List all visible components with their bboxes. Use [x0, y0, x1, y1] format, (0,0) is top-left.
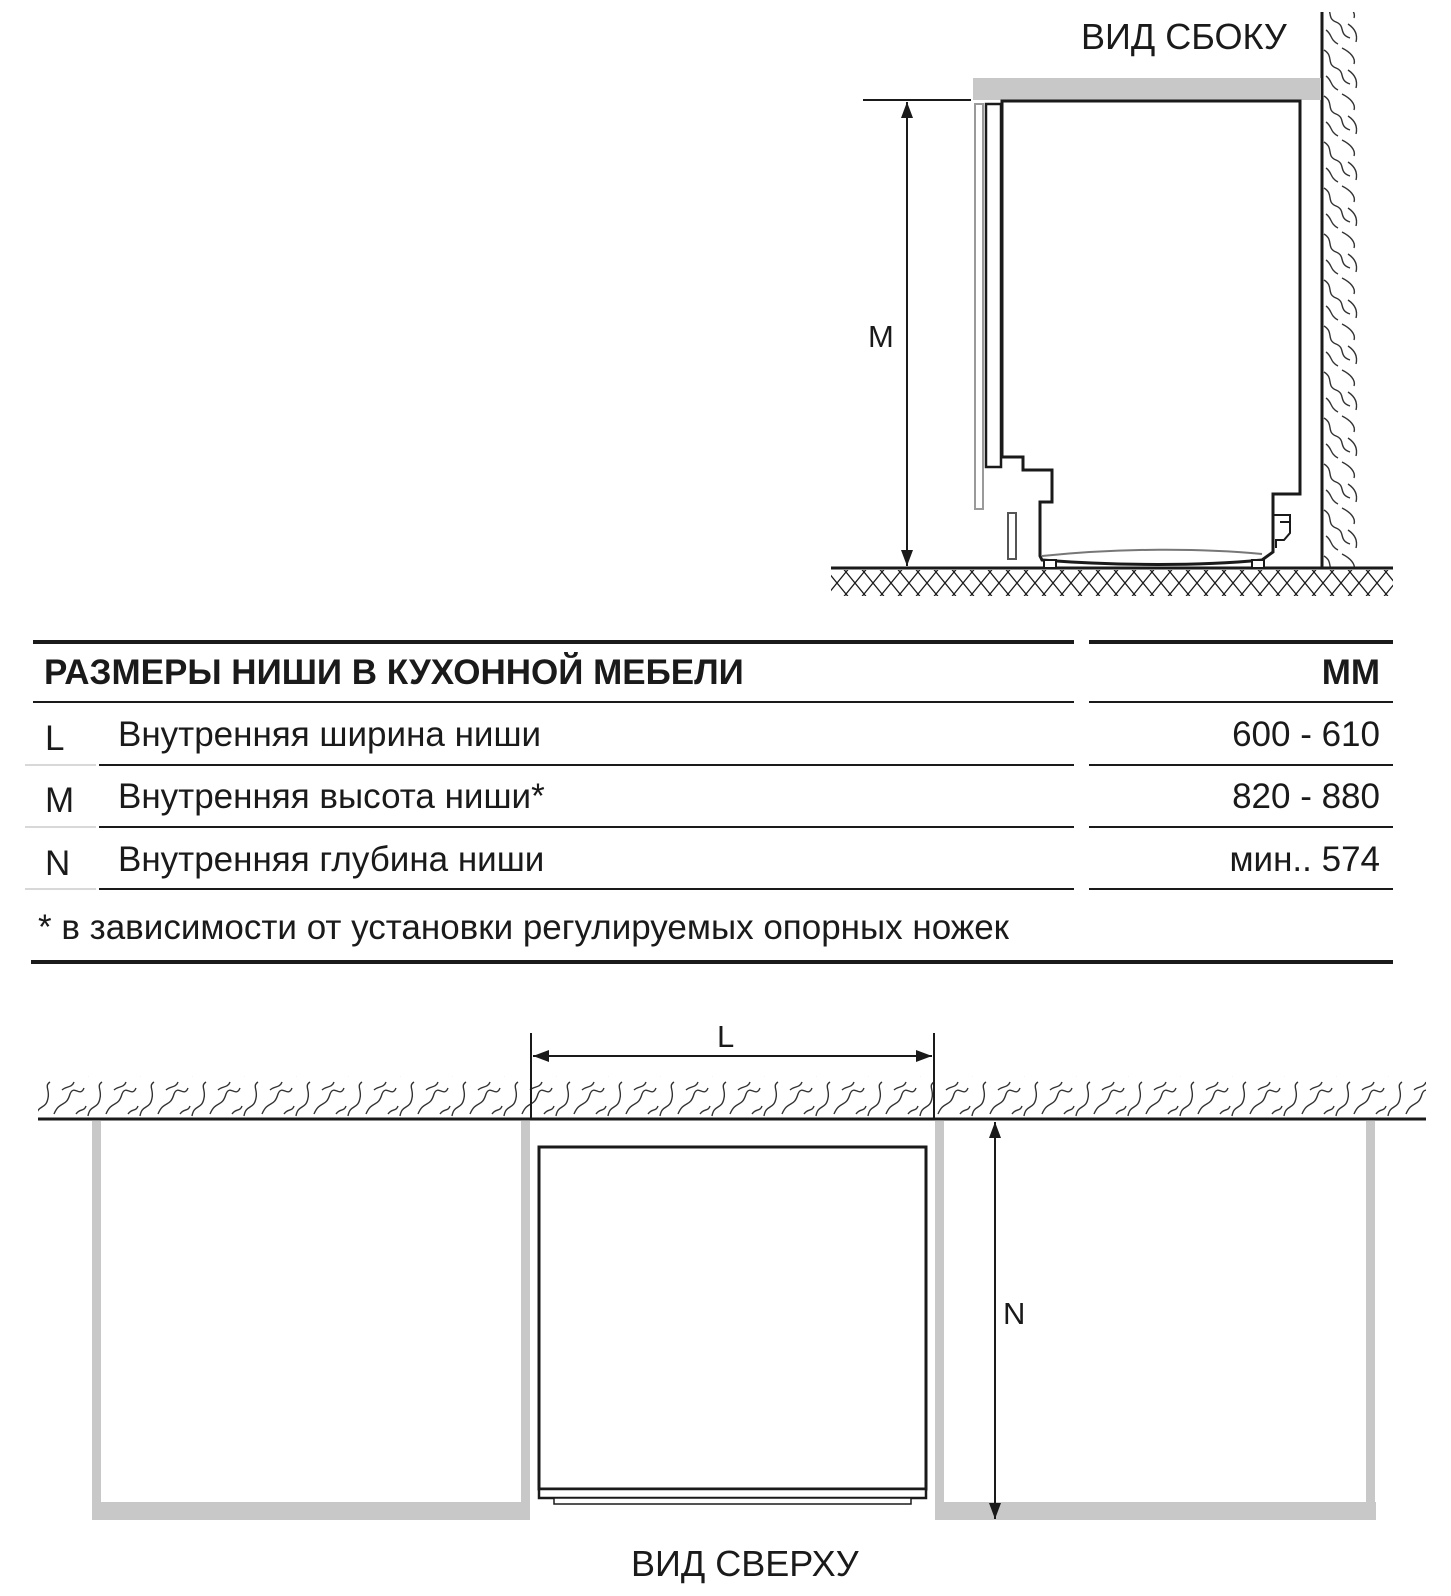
row-l-description: Внутренняя ширина ниши — [118, 715, 542, 754]
row-m-value: 820 - 880 — [1232, 777, 1380, 816]
side-countertop — [973, 78, 1321, 100]
top-view-title: ВИД СВЕРХУ — [631, 1543, 859, 1584]
row-m-letter: M — [45, 781, 75, 820]
side-view-title: ВИД СБОКУ — [1081, 16, 1287, 57]
row-l-letter: L — [45, 719, 65, 758]
n-dimension-label: N — [1003, 1296, 1026, 1331]
table-title: РАЗМЕРЫ НИШИ В КУХОННОЙ МЕБЕЛИ — [44, 653, 744, 692]
m-dimension-label: M — [868, 319, 894, 354]
top-wall — [38, 1076, 1426, 1118]
row-n-value: мин.. 574 — [1229, 840, 1380, 879]
l-dimension-label: L — [717, 1019, 735, 1054]
table-unit-header: ММ — [1321, 653, 1380, 692]
row-l-value: 600 - 610 — [1232, 715, 1380, 754]
top-view-drawing — [38, 1033, 1426, 1520]
table-footnote: * в зависимости от установки регулируемых опорных ножек — [38, 908, 1009, 947]
side-wall — [1322, 12, 1362, 568]
side-view-drawing — [831, 12, 1393, 596]
decor-panel — [975, 104, 983, 509]
side-floor — [831, 570, 1393, 596]
dishwasher-body-top — [539, 1147, 926, 1489]
row-n-description: Внутренняя глубина ниши — [118, 840, 545, 879]
row-n-letter: N — [45, 844, 71, 883]
dishwasher-body-side — [1002, 101, 1300, 565]
door-panel — [986, 104, 1001, 467]
row-m-description: Внутренняя высота ниши* — [118, 777, 545, 816]
